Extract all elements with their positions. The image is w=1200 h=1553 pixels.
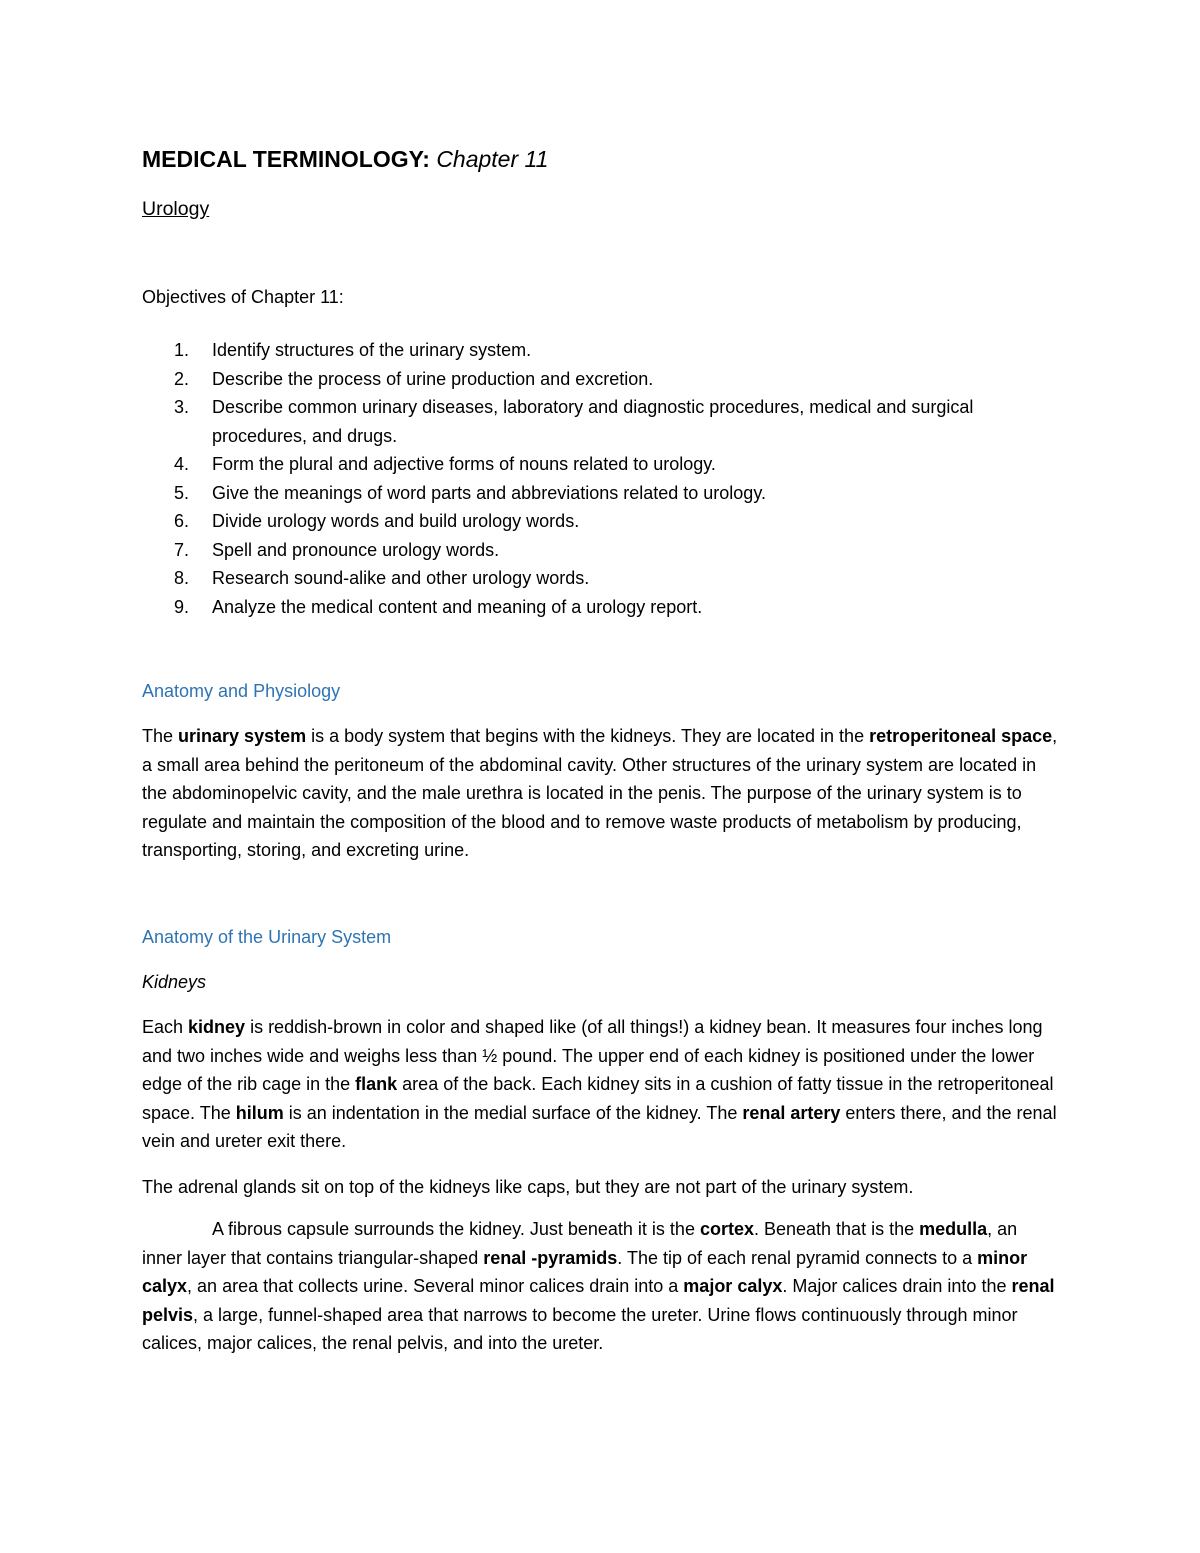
text-run: . The tip of each renal pyramid connects to a bbox=[617, 1247, 978, 1268]
text-run: is a body system that begins with the kidneys. They are located in the bbox=[306, 726, 870, 746]
bold-term: hilum bbox=[235, 1102, 284, 1123]
document-subtitle: Urology bbox=[142, 198, 210, 220]
list-number: 9. bbox=[174, 596, 190, 617]
title-italic: Chapter 11 bbox=[436, 146, 549, 172]
list-text: Form the plural and adjective forms of nouns related to urology. bbox=[212, 454, 716, 474]
text-run: Each bbox=[142, 1017, 189, 1037]
text-run: , a small area behind the peritoneum of the abdominal cavity. Other structures of the urinary system are located in the abdominopelvic cavity, and the male urethra is located in the penis. The purpose of the urinary system is to regulate and maintain the composition of the blood and to remove waste products of metabolism by producing, transporting, storing, and excreting urine. bbox=[142, 726, 1058, 861]
list-item bbox=[142, 507, 1062, 536]
text-run: , a large, funnel-shaped area that narrows to become the ureter. Urine flows continuously through minor calices, major calices, the renal pelvis, and into the ureter. bbox=[142, 1304, 1018, 1354]
list-item bbox=[142, 336, 1062, 365]
text-run: area of the back. Each kidney sits in a cushion of fatty tissue in the retroperitoneal space. The bbox=[142, 1074, 1054, 1123]
list-item bbox=[142, 564, 1062, 593]
text-run: is an indentation in the medial surface of the kidney. The bbox=[283, 1102, 743, 1123]
capsule-paragraph bbox=[142, 1215, 1062, 1358]
text-run: A fibrous capsule surrounds the kidney. Just beneath it is the bbox=[212, 1219, 700, 1239]
list-text: Divide urology words and build urology words. bbox=[212, 511, 580, 531]
list-item bbox=[142, 536, 1062, 565]
list-text: Give the meanings of word parts and abbreviations related to urology. bbox=[212, 482, 766, 503]
bold-term: medulla bbox=[919, 1219, 988, 1239]
list-text: Research sound-alike and other urology words. bbox=[212, 568, 590, 588]
text-run: , an area that collects urine. Several minor calices drain into a bbox=[187, 1276, 684, 1297]
list-item bbox=[142, 365, 1062, 394]
text-run: enters there, and the renal vein and ureter exit there. bbox=[142, 1102, 1057, 1152]
kidneys-subheading: Kidneys bbox=[142, 972, 207, 992]
list-text: Analyze the medical content and meaning of a urology report. bbox=[212, 596, 703, 617]
bold-term: urinary system bbox=[178, 726, 307, 746]
list-text: Describe common urinary diseases, laboratory and diagnostic procedures, medical and surgical procedures, and drugs. bbox=[212, 397, 974, 446]
list-number: 7. bbox=[174, 539, 190, 560]
objectives-list bbox=[142, 336, 1062, 621]
list-number: 8. bbox=[174, 568, 190, 588]
text-run: is reddish-brown in color and shaped like (of all things!) a kidney bean. It measures four inches long and two inches wide and weighs less than ½ pound. The upper end of each kidney is positioned under the lower edge of the rib cage in the bbox=[142, 1017, 1043, 1095]
heading-anatomy-physiology: Anatomy and Physiology bbox=[142, 681, 341, 701]
list-item bbox=[142, 479, 1062, 508]
bold-term: kidney bbox=[188, 1017, 246, 1037]
list-number: 5. bbox=[174, 482, 190, 503]
list-number: 1. bbox=[174, 340, 190, 360]
text-run: , an inner layer that contains triangular-shaped bbox=[142, 1219, 1018, 1268]
bold-term: major calyx bbox=[683, 1276, 783, 1297]
list-number: 6. bbox=[174, 511, 190, 531]
list-item bbox=[142, 393, 1062, 450]
list-number: 2. bbox=[174, 368, 190, 389]
list-number: 4. bbox=[174, 454, 190, 474]
bold-term: minor calyx bbox=[142, 1247, 1028, 1297]
anatomy-physiology-paragraph bbox=[142, 722, 1062, 865]
objectives-label: Objectives of Chapter 11: bbox=[142, 287, 344, 307]
text-run: . Major calices drain into the bbox=[782, 1276, 1012, 1297]
title-bold: MEDICAL TERMINOLOGY: bbox=[142, 146, 430, 172]
bold-term: renal artery bbox=[742, 1102, 841, 1123]
list-number: 3. bbox=[174, 397, 190, 417]
heading-anatomy-urinary: Anatomy of the Urinary System bbox=[142, 927, 392, 947]
list-text: Spell and pronounce urology words. bbox=[212, 539, 500, 560]
bold-term: retroperitoneal space bbox=[869, 726, 1053, 746]
bold-term: cortex bbox=[699, 1219, 754, 1239]
list-text: Identify structures of the urinary system. bbox=[212, 340, 532, 360]
bold-term: renal -pyramids bbox=[483, 1247, 618, 1268]
adrenal-paragraph: The adrenal glands sit on top of the kidneys like caps, but they are not part of the urinary system. bbox=[142, 1177, 914, 1197]
text-run: . Beneath that is the bbox=[753, 1219, 920, 1239]
list-text: Describe the process of urine production and excretion. bbox=[212, 368, 654, 389]
list-item bbox=[142, 450, 1062, 479]
document-title bbox=[142, 146, 548, 173]
text-run: The bbox=[142, 726, 179, 746]
kidney-paragraph bbox=[142, 1013, 1062, 1156]
bold-term: flank bbox=[355, 1074, 398, 1095]
list-item bbox=[142, 593, 1062, 622]
bold-term: renal pelvis bbox=[142, 1276, 1055, 1325]
